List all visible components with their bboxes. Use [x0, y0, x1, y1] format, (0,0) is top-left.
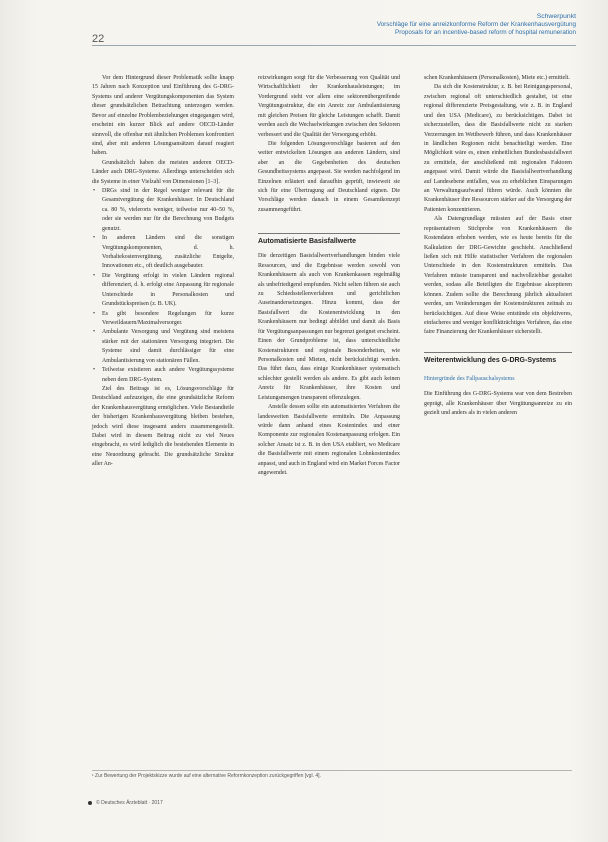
- column-2: [258, 74, 400, 478]
- paragraph: Grundsätzlich haben die meisten anderen OECD-Länder auch DRG-Systeme. Allerdings unterscheiden sich die Systeme in einer Vielzahl von Dimensionen [1–3].: [92, 159, 234, 185]
- paragraph: Die folgenden Lösungsvorschläge basieren auf den weiter entwickelten Lösungen aus anderen Ländern, sind aber an die Gegebenheiten des deutschen Gesundheitssystems angepasst. Sie werden nachfolgend im Einzelnen erläutert und daraufhin geprüft, inwieweit sie sich für eine Übertragung auf Deutschland eignen. Die Vorschläge werden danach in einem Gesamtkonzept zusammengeführt.: [258, 140, 400, 213]
- paragraph: Die derzeitigen Basisfallwertverhandlungen binden viele Ressourcen, und die Ergebnisse werden sowohl von Krankenhäusern als auch von Krankenkassen regelmäßig als unbefriedigend empfunden. Nicht selten führen sie auch zu Schiedsstellenverfahren und gerichtlichen Auseinandersetzungen. Hinzu kommt, dass der Basisfallwert die Kostenentwicklung in den Krankenhäusern nur bedingt abbildet und damit als Basis für Vergütungsanpassungen nur begrenzt geeignet erscheint. Einen der Grundprobleme ist, dass unterschiedliche Kostenstrukturen und regionale Besonderheiten, wie Personalkosten und Mieten, nicht berücksichtigt werden. Das führt dazu, dass einige Krankenhäuser systematisch schlechter gestellt werden als andere. Es gibt auch keinen Anreiz für Krankenhäuser, ihre Kosten und Leistungsmengen transparent offenzulegen.: [258, 253, 400, 401]
- paragraph: Ziel des Beitrags ist es, Lösungsvorschläge für Deutschland aufzuzeigen, die eine grundsätzliche Reform der Krankenhausvergütung ermöglichen. Viele Bestandteile der bisherigen Krankenhausvergütung bleiben bestehen, jedoch wird diese insgesamt anders zusammengestellt. Dabei wird in diesem Beitrag nicht zu viel Neues eingebracht, es wird lediglich die bestehenden Elemente in eine Neuordnung gebracht. Die grundsätzliche Struktur aller An-: [92, 385, 234, 468]
- paragraph: Als Datengrundlage müssten auf der Basis einer repräsentativen Stichprobe von Krankenhäusern die Kostendaten erhoben werden, wie es heute bereits für die Kalkulation der DRG-Gewichte geschieht. Anschließend ließen sich mit Hilfe statistischer Verfahren die regionalen Unterschiede in den Kostenstrukturen ermitteln. Das Verfahren müsste transparent und nachvollziehbar gestaltet werden, sodass alle Beteiligten die Ergebnisse akzeptieren können. Zudem sollte die Berechnung jährlich aktualisiert werden, um Veränderungen der Kostenstrukturen zeitnah zu berücksichtigen. Auf diese Weise entstünde ein objektiveres, einfacheres und weniger konfliktträchtiges Verfahren, das eine faire Finanzierung der Krankenhäuser sicherstellt.: [424, 216, 572, 336]
- bullet-item: • Die Vergütung erfolgt in vielen Ländern regional differenziert, d. h. erfolgt eine Anpassung für regionale Unterschiede in Personalkosten und Grundstückspreisen (z. B. UK).: [100, 272, 234, 310]
- section-label: Schwerpunkt: [536, 13, 576, 20]
- bullet-item: • Ambulante Versorgung und Vergütung sind meistens stärker mit der stationären Versorgung integriert. Die Systeme sind damit durchlässiger für eine Ambulantisierung von stationären Fällen.: [100, 328, 234, 366]
- footer-text: © Deutsches Ärzteblatt · 2017: [96, 800, 163, 806]
- subsection-heading: Hintergründe des Fallpauschalsystems: [424, 375, 515, 382]
- paragraph: Anstelle dessen sollte ein automatisiertes Verfahren die landesweiten Basisfallwerte ermitteln. Die Anpassung würde dann anhand eines Kostenindex und einer Komponente zur regionalen Kostenanpassung erfolgen. Ein solcher Ansatz ist z. B. in den USA etabliert, wo Medicare die Basisfallwerte mit einem regionalen Lohnkostenindex anpasst, und auch in England wird ein Market Forces Factor angewendet.: [258, 404, 400, 477]
- heading-rule: [424, 352, 572, 353]
- section-heading: Automatisierte Basisfallwerte: [258, 238, 357, 246]
- running-header: [246, 13, 576, 37]
- column-1: [92, 74, 234, 470]
- bullet-item: • In anderen Ländern sind die sonstigen Vergütungskomponenten, d. h. Vorhaltekostenvergütung, zusätzliche Entgelte, Innovationen etc., oft deutlich ausgebauter.: [100, 234, 234, 272]
- page-footer: [88, 800, 163, 806]
- footnote-rule: [92, 770, 572, 771]
- paragraph: schen Krankenhäusern (Personalkosten), Miete etc.) ermittelt.: [424, 75, 570, 81]
- footer-bullet-icon: [88, 801, 92, 805]
- bullet-list: [92, 187, 234, 385]
- bullet-item: • Es gibt besondere Regelungen für kurze Verweildauern/Maximalversorger.: [100, 310, 234, 329]
- page-number: 22: [92, 33, 105, 45]
- column-3: [424, 74, 572, 419]
- bullet-item: • Teilweise existieren auch andere Vergütungssysteme neben dem DRG-System.: [100, 366, 234, 385]
- header-rule: [92, 45, 576, 46]
- article-title-de: Vorschläge für eine anreizkonforme Reform der Krankenhausvergütung: [376, 21, 576, 28]
- paragraph: Vor dem Hintergrund dieser Problematik sollte knapp 15 Jahren nach Konzeption und Einführung des G-DRG-Systems und anderer Vergütungskomponenten das System dieser grundsätzlichen Betrachtung unterzogen werden. Bevor auf einzelne Problembeziehungen eingegangen wird, erscheint ein kurzer Blick auf andere OECD-Länder sinnvoll, die offenbar mit ähnlichen Problemen konfrontiert sind, aber mit anderen Lösungsansätzen darauf reagiert haben.: [92, 75, 234, 157]
- paragraph: reizwirkungen sorgt für die Verbesserung von Qualität und Wirtschaftlichkeit der Krankenhausleistungen; im Vordergrund steht vor allem eine sektorenübergreifende Vergütungsstruktur, die ein Anreiz zur Ambulantisierung mit gleichen Preisen für gleiche Leistungen schafft. Damit werden auch die Wechselwirkungen zwischen den Sektoren verbessert und die Qualität der Versorgung erhöht.: [258, 75, 400, 138]
- bullet-item: • DRGs sind in der Regel weniger relevant für die Gesamtvergütung der Krankenhäuser. In Deutschland ca. 80 %, vielerorts weniger, teilweise nur 40–50 %, oder sie werden nur für die Berechnung von Budgets genutzt.: [100, 187, 234, 234]
- heading-rule: [258, 233, 400, 234]
- section-heading: Weiterentwicklung des G-DRG-Systems: [424, 356, 557, 364]
- paragraph: Da sich die Kostenstruktur, z. B. bei Reinigungspersonal, zwischen regional oft unterschiedlich gestaltet, ist eine regional differenzierte Preisgestaltung, wie z. B. in England und den USA (Medicare), zu berücksichtigen. Dabei ist sicherzustellen, dass die Basisfallwerte nicht zu starken Verzerrungen im Wettbewerb führen, und dass Krankenhäuser in ländlichen Regionen nicht benachteiligt werden. Eine Möglichkeit wäre es, einen einheitlichen Bundesbasisfallwert zu ermitteln, der anschließend mit regionalen Faktoren angepasst wird. Damit würde die Basisfallwertverhandlung auf Landesebene entfallen, was zu erheblichen Einsparungen an Verwaltungsaufwand führen würde. Auch könnten die Krankenhäuser ihre Ressourcen stärker auf die Versorgung der Patienten konzentrieren.: [424, 84, 572, 213]
- footnote: ¹ Zur Bewertung der Projektskizze wurde auf eine alternative Reformkonzeption zurückgegriffen [vgl. 4].: [92, 773, 321, 779]
- article-title-en: Proposals for an incentive-based reform of hospital remuneration: [395, 29, 576, 36]
- paragraph: Die Einführung des G-DRG-Systems war von dem Bestreben geprägt, alle Krankenhäuser über Vergütungsanreize zu ein gezielt und anders als in vielen anderen: [424, 391, 572, 417]
